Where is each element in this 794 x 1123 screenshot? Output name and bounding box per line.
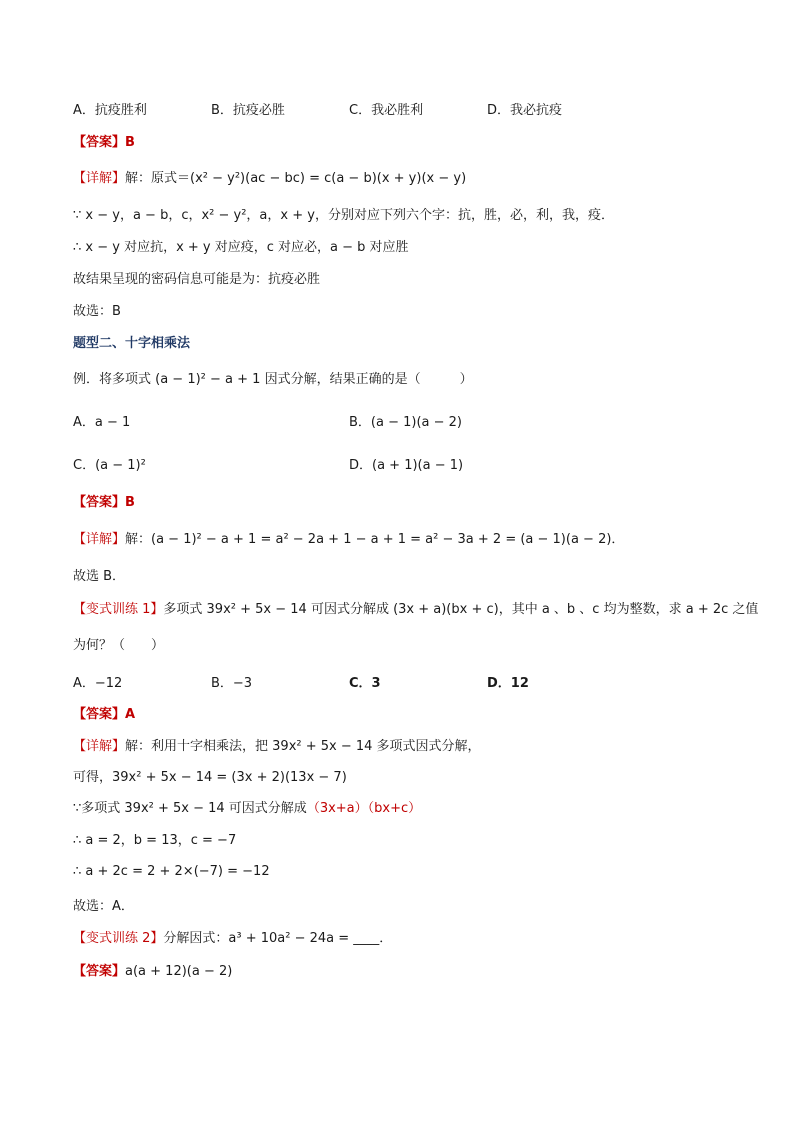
variant1-detail-3: [73, 800, 421, 818]
variant1-answer: [73, 706, 135, 724]
variant1-detail-4: ∴ a = 2，b = 13，c = −7: [73, 833, 237, 848]
answer-value: a(a + 12)(a − 2): [125, 964, 233, 979]
q1-option-c: C．我必胜利: [349, 103, 424, 118]
detail-expression: （3x+a）（bx+c）: [306, 801, 422, 816]
detail-tag: 【详解】: [73, 171, 126, 186]
section-title: 题型二、十字相乘法: [73, 336, 191, 351]
example-answer: [73, 494, 135, 512]
answer-tag: 【答案】: [73, 707, 126, 722]
variant1-question-1: [73, 601, 758, 619]
q1-option-d: D．我必抗疫: [487, 103, 563, 118]
example-question: 例．将多项式 (a − 1)² − a + 1 因式分解，结果正确的是（ ）: [73, 372, 473, 387]
q1-conclusion: 故选：B: [73, 304, 121, 319]
example-option-d: D．(a + 1)(a − 1): [349, 458, 464, 473]
example-option-a: A．a − 1: [73, 415, 131, 430]
detail-text: ∵多项式 39x² + 5x − 14 可因式分解成: [73, 801, 307, 816]
variant1-detail-2: 可得，39x² + 5x − 14 = (3x + 2)(13x − 7): [73, 770, 347, 785]
variant1-option-d: D．12: [487, 676, 529, 691]
q1-option-a: A．抗疫胜利: [73, 103, 147, 118]
detail-tag: 【详解】: [73, 739, 126, 754]
q1-detail-1: [73, 170, 466, 188]
variant1-detail-5: ∴ a + 2c = 2 + 2×(−7) = −12: [73, 864, 270, 879]
detail-text: 解：(a − 1)² − a + 1 = a² − 2a + 1 − a + 1 = a² − 3a + 2 = (a − 1)(a − 2)．: [125, 532, 625, 547]
answer-value: B: [125, 135, 135, 150]
q1-detail-3: ∴ x − y 对应抗，x + y 对应疫，c 对应必，a − b 对应胜: [73, 240, 409, 255]
question-text: 多项式 39x² + 5x − 14 可因式分解成 (3x + a)(bx + c)，其中 a 、b 、c 均为整数，求 a + 2c 之值: [163, 602, 759, 617]
variant1-conclusion: 故选：A．: [73, 899, 134, 914]
variant1-option-b: B．−3: [211, 676, 253, 691]
variant1-detail-1: [73, 738, 481, 756]
answer-tag: 【答案】: [73, 495, 126, 510]
example-conclusion: 故选 B．: [73, 569, 126, 584]
variant1-question-2: 为何？（ ）: [73, 638, 165, 653]
detail-tag: 【详解】: [73, 532, 126, 547]
answer-value: B: [125, 495, 135, 510]
q1-option-b: B．抗疫必胜: [211, 103, 285, 118]
q1-detail-4: 故结果呈现的密码信息可能是为：抗疫必胜: [73, 272, 321, 287]
question-text: 分解因式：a³ + 10a² − 24a = ____．: [163, 931, 393, 946]
example-detail: [73, 531, 624, 549]
variant2-tag: 【变式训练 2】: [73, 931, 164, 946]
detail-text: 解：原式＝(x² − y²)(ac − bc) = c(a − b)(x + y)(x − y): [125, 171, 467, 186]
detail-text: 解：利用十字相乘法，把 39x² + 5x − 14 多项式因式分解，: [125, 739, 481, 754]
answer-value: A: [125, 707, 136, 722]
example-option-c: C．(a − 1)²: [73, 458, 146, 473]
answer-tag: 【答案】: [73, 135, 126, 150]
variant2-answer: [73, 963, 232, 981]
variant1-option-a: A．−12: [73, 676, 123, 691]
variant2-question: [73, 930, 392, 948]
q1-detail-2: ∵ x − y，a − b，c，x² − y²，a，x + y，分别对应下列六个字：抗，胜，必，利，我，疫．: [73, 208, 614, 223]
example-option-b: B．(a − 1)(a − 2): [349, 415, 462, 430]
variant1-option-c: C．3: [349, 676, 381, 691]
q1-answer: [73, 134, 135, 152]
variant1-tag: 【变式训练 1】: [73, 602, 164, 617]
answer-tag: 【答案】: [73, 964, 126, 979]
